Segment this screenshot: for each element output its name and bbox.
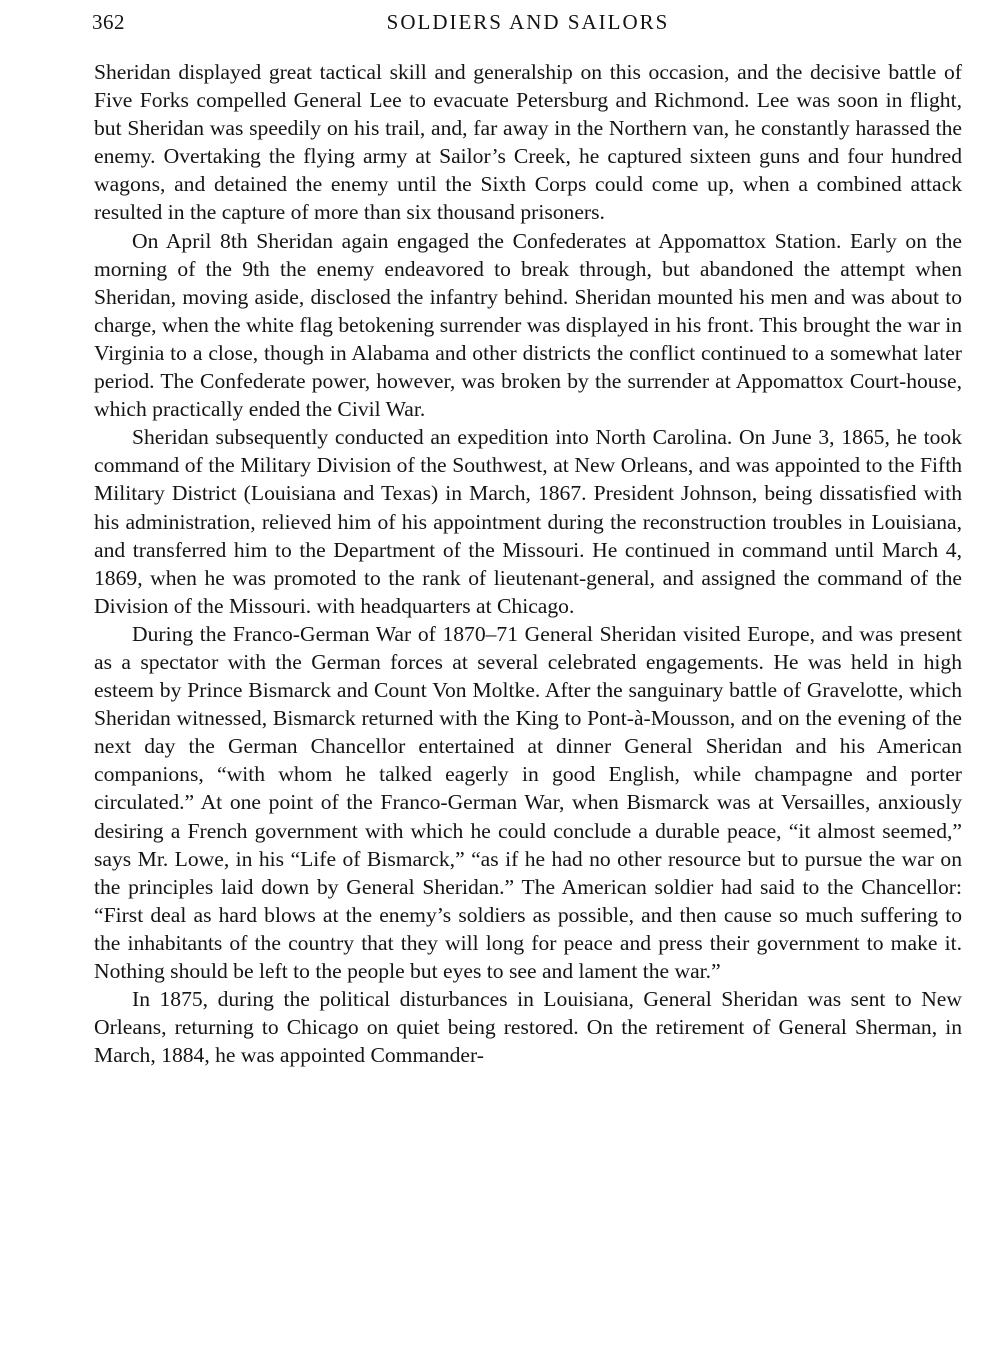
paragraph-appomattox: On April 8th Sheridan again engaged the Confederates at Appomattox Station. Early on the morning of the 9th the enemy endeavored to break through, but abandoned the attempt when Sheridan, moving aside, disclosed the infantry behind. Sheridan mounted his men and was about to charge, when the white flag betokening surrender was displayed in his front. This brought the war in Virginia to a close, though in Alabama and other districts the conflict continued to a somewhat later period. The Confederate power, however, was broken by the surrender at Appomattox Court-house, which practically ended the Civil War. <box>94 228 962 422</box>
paragraph-franco-german-war: During the Franco-German War of 1870–71 General Sheridan visited Europe, and was present as a spectator with the German forces at several celebrated engagements. He was held in high esteem by Prince Bismarck and Count Von Moltke. After the sanguinary battle of Gravelotte, which Sheridan witnessed, Bismarck returned with the King to Pont-à-Mousson, and on the evening of the next day the German Chancellor entertained at dinner General Sheridan and his American companions, “with whom he talked eagerly in good English, while champagne and porter circulated.” At one point of the Franco-German War, when Bismarck was at Versailles, anxiously desiring a French government with which he could conclude a durable peace, “it almost seemed,” says Mr. Lowe, in his “Life of Bismarck,” “as if he had no other resource but to pursue the war on the principles laid down by General Sheridan.” The American soldier had said to the Chancellor: “First deal as hard blows at the enemy’s soldiers as possible, and then cause so much suffering to the inhabitants of the country that they will long for peace and press their government to make it. Nothing should be left to the people but eyes to see and lament the war.” <box>94 621 962 983</box>
running-head <box>92 10 964 42</box>
body-text <box>94 58 962 1069</box>
paragraph-reconstruction: Sheridan subsequently conducted an expedition into North Carolina. On June 3, 1865, he took command of the Military Division of the Southwest, at New Orleans, and was appointed to the Fifth Military District (Louisiana and Texas) in March, 1867. President Johnson, being dissatisfied with his administration, relieved him of his appointment during the reconstruction troubles in Louisiana, and transferred him to the Department of the Missouri. He continued in command until March 4, 1869, when he was promoted to the rank of lieutenant-general, and assigned the command of the Division of the Missouri. with headquarters at Chicago. <box>94 425 962 618</box>
paragraph-five-forks: Sheridan displayed great tactical skill and generalship on this occasion, and the decisive battle of Five Forks compelled General Lee to evacuate Petersburg and Richmond. Lee was soon in flight, but Sheridan was speedily on his trail, and, far away in the Northern van, he constantly harassed the enemy. Overtaking the flying army at Sailor’s Creek, he captured sixteen guns and four hundred wagons, and detained the enemy until the Sixth Corps could come up, when a combined attack resulted in the capture of more than six thousand prisoners. <box>94 60 962 225</box>
running-title: SOLDIERS AND SAILORS <box>386 10 670 34</box>
page-number: 362 <box>92 10 125 34</box>
paragraph-louisiana-1875: In 1875, during the political disturbances in Louisiana, General Sheridan was sent to New Orleans, returning to Chicago on quiet being restored. On the retirement of General Sherman, in March, 1884, he was appointed Commander- <box>94 987 962 1068</box>
